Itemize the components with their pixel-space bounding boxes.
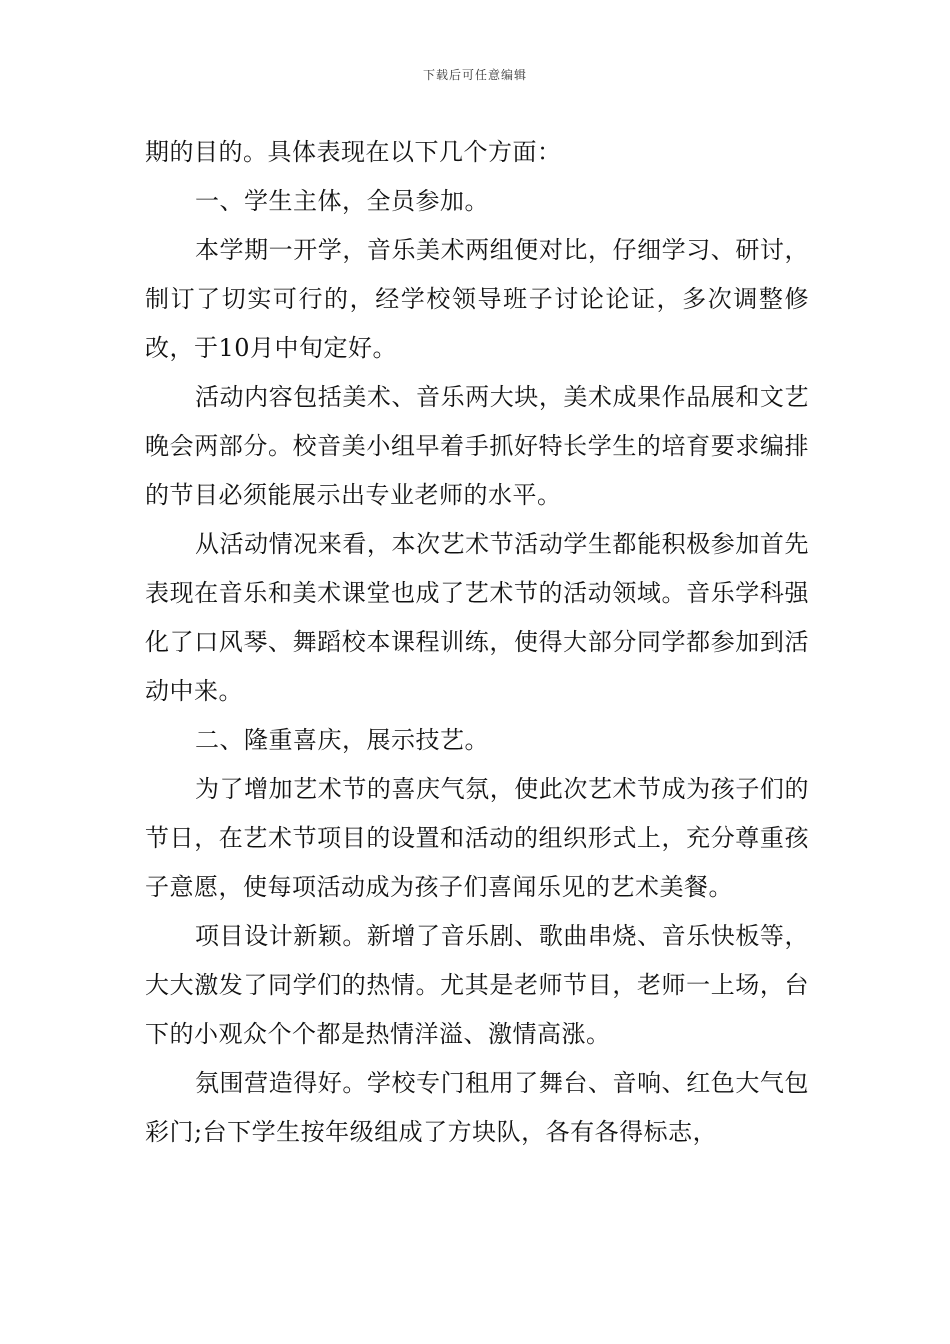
- page-header: 下载后可任意编辑: [422, 68, 527, 82]
- paragraph-7: 为了增加艺术节的喜庆气氛，使此次艺术节成为孩子们的节日，在艺术节项目的设置和活动的组织形式上，充分尊重孩子意愿，使每项活动成为孩子们喜闻乐见的艺术美餐。: [145, 775, 809, 901]
- paragraph-5: 从活动情况来看，本次艺术节活动学生都能积极参加首先表现在音乐和美术课堂也成了艺术节的活动领域。音乐学科强化了口风琴、舞蹈校本课程训练，使得大部分同学都参加到活动中来。: [145, 530, 809, 705]
- paragraph-3: 本学期一开学，音乐美术两组便对比，仔细学习、研讨，制订了切实可行的，经学校领导班子讨论论证，多次调整修改，于10月中旬定好。: [145, 236, 809, 362]
- paragraph-4: 活动内容包括美术、音乐两大块，美术成果作品展和文艺晚会两部分。校音美小组早着手抓好特长学生的培育要求编排的节目必须能展示出专业老师的水平。: [145, 383, 809, 509]
- paragraph-2: 一、学生主体，全员参加。: [195, 187, 489, 215]
- paragraph-8: 项目设计新颖。新增了音乐剧、歌曲串烧、音乐快板等，大大激发了同学们的热情。尤其是老师节目，老师一上场，台下的小观众个个都是热情洋溢、激情高涨。: [145, 922, 809, 1048]
- paragraph-6: 二、隆重喜庆，展示技艺。: [195, 726, 489, 754]
- document-body: [145, 128, 809, 1157]
- paragraph-9: 氛围营造得好。学校专门租用了舞台、音响、红色大气包彩门;台下学生按年级组成了方块队，各有各得标志，: [145, 1069, 809, 1146]
- paragraph-1: 期的目的。具体表现在以下几个方面：: [145, 138, 562, 166]
